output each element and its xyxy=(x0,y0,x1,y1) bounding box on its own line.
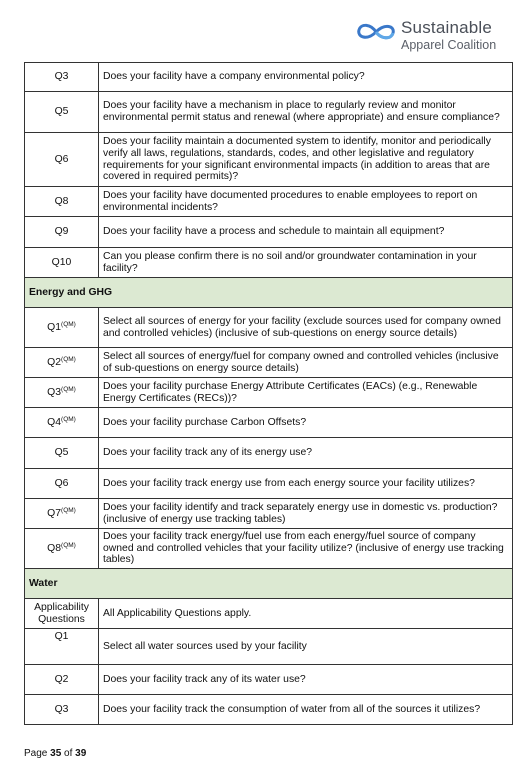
question-marker: (QM) xyxy=(61,355,76,363)
question-text: All Applicability Questions apply. xyxy=(99,599,513,629)
question-number-cell xyxy=(25,63,99,92)
question-row xyxy=(25,308,513,348)
question-number-cell xyxy=(25,529,99,569)
brand-logo xyxy=(355,18,525,54)
question-number: Q7 xyxy=(47,507,62,519)
question-number: Applicability Questions xyxy=(34,601,89,625)
question-text: Can you please confirm there is no soil and/or groundwater contamination in your facility? xyxy=(99,248,513,278)
question-number-cell xyxy=(25,248,99,278)
questions-table-body xyxy=(25,63,513,725)
brand-name-line1: Sustainable xyxy=(401,18,493,37)
page-total: 39 xyxy=(75,748,87,759)
question-number-cell xyxy=(25,499,99,529)
question-number-cell xyxy=(25,438,99,469)
question-number: Q9 xyxy=(54,226,69,238)
question-number-cell xyxy=(25,665,99,695)
question-text: Select all sources of energy/fuel for company owned and controlled vehicles (inclusive of sub-questions on energy source details) xyxy=(99,348,513,378)
question-text: Does your facility have documented procedures to enable employees to report on environmental incidents? xyxy=(99,187,513,217)
question-row xyxy=(25,248,513,278)
question-text: Does your facility identify and track separately energy use in domestic vs. production? (inclusive of energy use tracking tables) xyxy=(99,499,513,529)
question-number: Q2 xyxy=(54,673,69,685)
question-text: Does your facility have a mechanism in place to regularly review and monitor environmental permit status and renewal (where appropriate) and ensure compliance? xyxy=(99,92,513,133)
question-marker: (QM) xyxy=(61,385,76,393)
question-text: Does your facility track energy use from each energy source your facility utilizes? xyxy=(99,469,513,499)
question-number: Q2 xyxy=(47,356,62,368)
question-text: Does your facility have a process and schedule to maintain all equipment? xyxy=(99,217,513,248)
question-row xyxy=(25,499,513,529)
question-row xyxy=(25,217,513,248)
question-number: Q3 xyxy=(47,386,62,398)
question-number-cell xyxy=(25,629,99,665)
question-number-cell xyxy=(25,133,99,187)
question-text: Does your facility track any of its energy use? xyxy=(99,438,513,469)
question-text: Does your facility purchase Carbon Offsets? xyxy=(99,408,513,438)
infinity-logo-icon xyxy=(355,20,397,44)
question-row xyxy=(25,92,513,133)
question-text: Does your facility track any of its water use? xyxy=(99,665,513,695)
section-title: Water xyxy=(25,569,513,599)
question-row xyxy=(25,599,513,629)
question-number: Q6 xyxy=(54,477,69,489)
question-text: Select all sources of energy for your facility (exclude sources used for company owned and controlled vehicles) (inclusive of sub-questions on energy source details) xyxy=(99,308,513,348)
question-row xyxy=(25,529,513,569)
question-number-cell xyxy=(25,408,99,438)
question-text: Does your facility track the consumption of water from all of the sources it utilizes? xyxy=(99,695,513,725)
question-marker: (QM) xyxy=(61,541,76,549)
question-text: Does your facility purchase Energy Attribute Certificates (EACs) (e.g., Renewable Energy Certificates (RECs))? xyxy=(99,378,513,408)
question-text: Does your facility maintain a documented system to identify, monitor and periodically verify all laws, regulations, standards, codes, and other legislative and regulatory requirements for your significant environmental impacts (in addition to areas that are covered in required permits)? xyxy=(99,133,513,187)
question-number: Q8 xyxy=(47,542,62,554)
of-word: of xyxy=(64,748,73,759)
question-number-cell xyxy=(25,378,99,408)
question-marker: (QM) xyxy=(61,506,76,514)
question-row xyxy=(25,63,513,92)
question-number-cell xyxy=(25,599,99,629)
question-number-cell xyxy=(25,187,99,217)
question-number-cell xyxy=(25,695,99,725)
question-marker: (QM) xyxy=(61,320,76,328)
section-row xyxy=(25,569,513,599)
question-number: Q3 xyxy=(54,71,69,83)
question-number: Q10 xyxy=(51,256,72,268)
question-number-cell xyxy=(25,217,99,248)
question-row xyxy=(25,469,513,499)
questions-table xyxy=(24,62,513,725)
question-row xyxy=(25,438,513,469)
question-row xyxy=(25,695,513,725)
question-row xyxy=(25,408,513,438)
question-text: Select all water sources used by your facility xyxy=(99,629,513,665)
question-number: Q1 xyxy=(54,631,69,642)
question-marker: (QM) xyxy=(61,415,76,423)
question-number: Q6 xyxy=(54,153,69,165)
question-number-cell xyxy=(25,348,99,378)
section-title: Energy and GHG xyxy=(25,278,513,308)
question-number-cell xyxy=(25,92,99,133)
question-number: Q1 xyxy=(47,321,62,333)
page-footer xyxy=(24,748,86,759)
question-row xyxy=(25,665,513,695)
question-row xyxy=(25,378,513,408)
question-row xyxy=(25,629,513,665)
question-number: Q8 xyxy=(54,195,69,207)
question-text: Does your facility track energy/fuel use from each energy/fuel source of company owned and controlled vehicles that your facility utilize? (inclusive of energy use tracking tables) xyxy=(99,529,513,569)
brand-name-line2: Apparel Coalition xyxy=(401,38,497,52)
question-number-cell xyxy=(25,308,99,348)
question-text: Does your facility have a company environmental policy? xyxy=(99,63,513,92)
page-number: 35 xyxy=(50,748,62,759)
question-row xyxy=(25,133,513,187)
section-row xyxy=(25,278,513,308)
page-word: Page xyxy=(24,748,48,759)
question-number-cell xyxy=(25,469,99,499)
question-number: Q5 xyxy=(54,447,69,459)
question-row xyxy=(25,187,513,217)
question-number: Q5 xyxy=(54,106,69,118)
question-row xyxy=(25,348,513,378)
question-number: Q4 xyxy=(47,416,62,428)
question-number: Q3 xyxy=(54,703,69,715)
